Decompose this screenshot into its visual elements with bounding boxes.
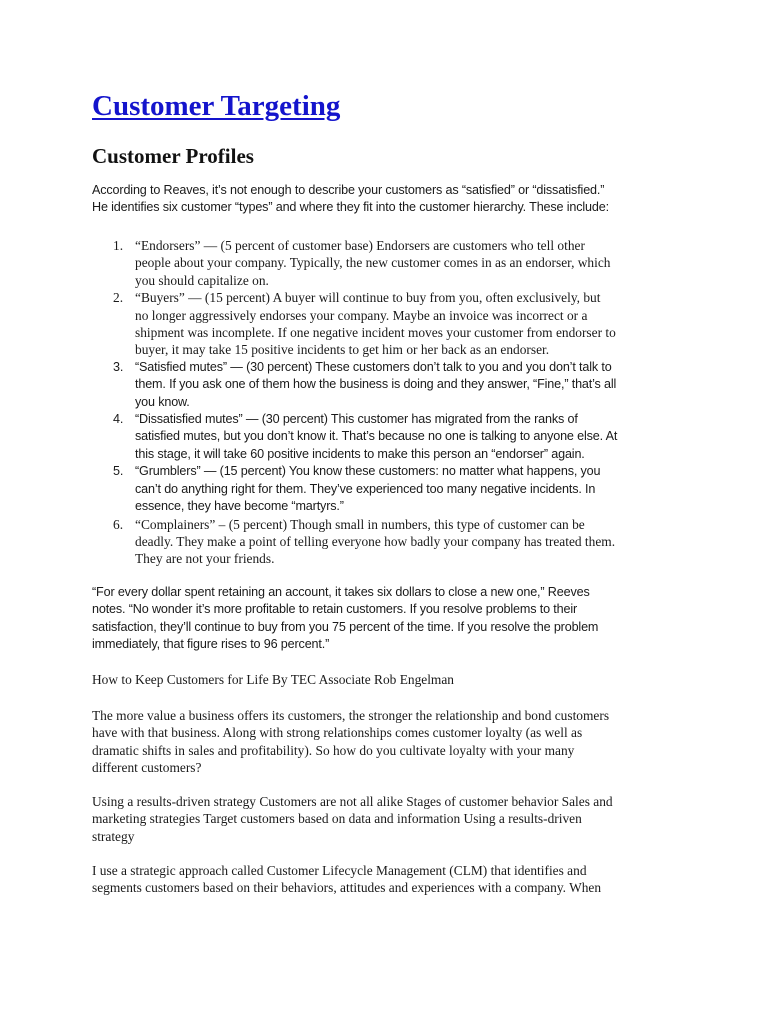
text-line: different customers?: [92, 760, 202, 776]
text-line: According to Reaves, it’s not enough to describe your customers as “satisfied” or “dissatisfied.”: [92, 183, 605, 197]
list-number: 3.: [113, 359, 124, 374]
text-line: have with that business. Along with strong relationships comes customer loyalty (as well as: [92, 725, 583, 741]
list-item: [92, 359, 692, 411]
text-line: How to Keep Customers for Life By TEC Associate Rob Engelman: [92, 672, 454, 687]
list-number: 4.: [113, 412, 124, 427]
list-number: 1.: [113, 238, 124, 253]
text-line: They are not your friends.: [135, 551, 275, 567]
text-line: “Satisfied mutes” — (30 percent) These customers don’t talk to you and you don’t talk to: [135, 359, 612, 374]
list-item: [92, 289, 692, 359]
text-line: notes. “No wonder it’s more profitable to retain customers. If you resolve problems to their: [92, 602, 578, 617]
article-byline: [92, 671, 692, 688]
text-line: satisfaction, they’ll continue to buy from you 75 percent of the time. If you resolve the problem: [92, 619, 599, 634]
text-line: strategy: [92, 828, 135, 844]
list-item: [92, 237, 692, 289]
text-line: segments customers based on their behaviors, attitudes and experiences with a company. When: [92, 880, 602, 896]
list-number: 5.: [113, 464, 124, 479]
text-line: marketing strategies Target customers based on data and information Using a results-driven: [92, 811, 582, 827]
text-line: buyer, it may take 15 positive incidents to get him or her back as an endorser.: [135, 342, 550, 358]
text-line: can’t do anything right for them. They’ve experienced too many negative incidents. In: [135, 481, 596, 496]
text-line: essence, they have become “martyrs.”: [135, 499, 344, 514]
text-line: satisfied mutes, but you don’t know it. That’s because no one is talking to anyone else. At: [135, 429, 618, 444]
list-number: 2.: [113, 290, 124, 306]
text-line: shipment was incomplete. If one negative incident moves your customer from endorser to: [135, 325, 616, 341]
text-line: “Grumblers” — (15 percent) You know these customers: no matter what happens, you: [135, 464, 601, 479]
text-line: “For every dollar spent retaining an account, it takes six dollars to close a new one,” Reeves: [92, 585, 590, 599]
text-line: dramatic shifts in sales and profitability). So how do you cultivate loyalty with your many: [92, 742, 575, 758]
text-line: Using a results-driven strategy Customers are not all alike Stages of customer behavior Sales and: [92, 794, 613, 809]
text-line: you know.: [135, 394, 190, 409]
list-item: [92, 411, 692, 463]
text-line: “Endorsers” — (5 percent of customer base) Endorsers are customers who tell other: [135, 238, 585, 253]
list-number: 6.: [113, 516, 124, 532]
clm-paragraph: [92, 862, 692, 897]
text-line: no longer aggressively endorses your company. Maybe an invoice was incorrect or a: [135, 307, 588, 323]
text-line: “Complainers” – (5 percent) Though small in numbers, this type of customer can be: [135, 516, 585, 532]
section-heading: Customer Profiles: [92, 144, 254, 168]
page-title-link[interactable]: Customer Targeting: [92, 90, 341, 122]
text-line: this stage, it will take 60 positive incidents to make this person an “endorser” again.: [135, 446, 585, 461]
strategy-paragraph: [92, 793, 692, 845]
intro-paragraph: [92, 182, 692, 217]
text-line: them. If you ask one of them how the business is doing and they answer, “Fine,” that’s all: [135, 377, 617, 392]
text-line: deadly. They make a point of telling everyone how badly your company has treated them.: [135, 533, 616, 549]
text-line: I use a strategic approach called Customer Lifecycle Management (CLM) that identifies and: [92, 863, 587, 878]
value-paragraph: [92, 707, 692, 777]
text-line: you should capitalize on.: [135, 272, 269, 288]
text-line: “Buyers” — (15 percent) A buyer will continue to buy from you, often exclusively, but: [135, 290, 601, 306]
text-line: The more value a business offers its customers, the stronger the relationship and bond customers: [92, 708, 610, 723]
text-line: people about your company. Typically, the new customer comes in as an endorser, which: [135, 255, 611, 271]
list-item: [92, 463, 692, 515]
text-line: immediately, that figure rises to 96 percent.”: [92, 637, 330, 652]
quote-paragraph: [92, 584, 692, 654]
text-line: “Dissatisfied mutes” — (30 percent) This customer has migrated from the ranks of: [135, 412, 578, 427]
customer-types-list: [92, 237, 692, 568]
list-item: [92, 516, 692, 568]
text-line: He identifies six customer “types” and where they fit into the customer hierarchy. These include:: [92, 200, 609, 215]
